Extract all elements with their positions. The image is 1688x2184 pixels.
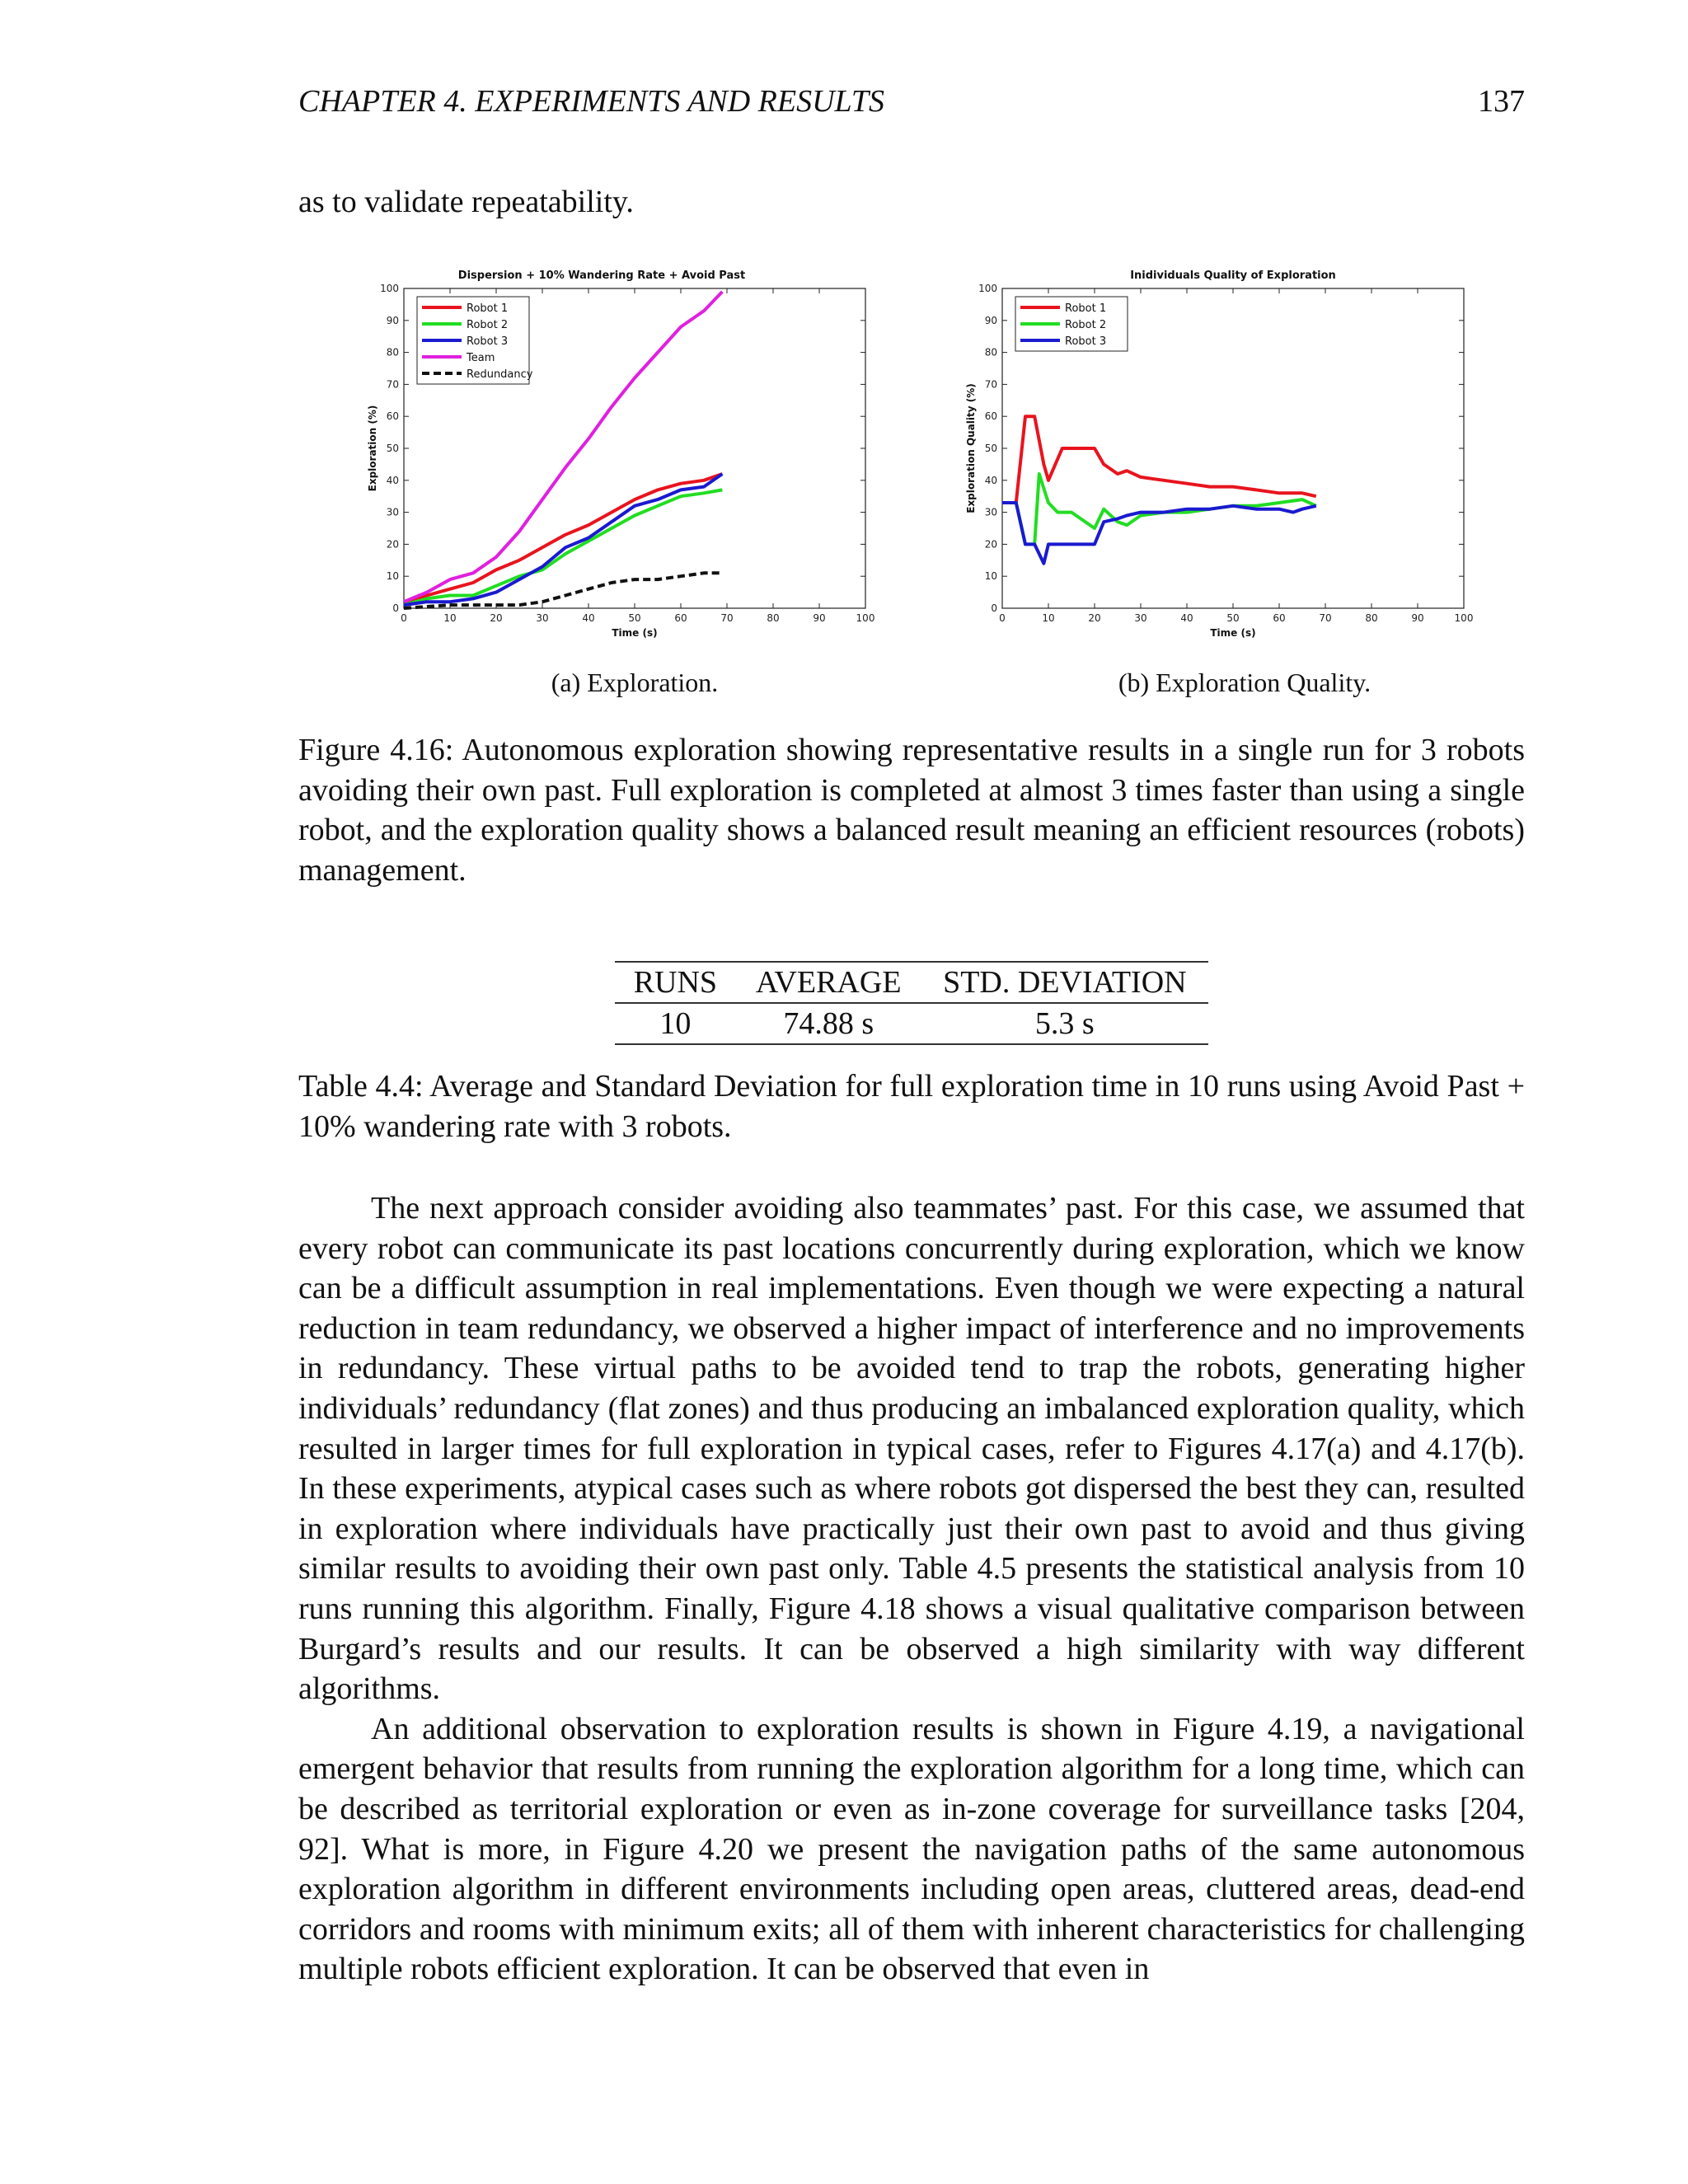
cell-std-deviation: 5.3 s bbox=[1034, 1006, 1095, 1041]
x-tick-label: 20 bbox=[1088, 612, 1101, 624]
series-line-robot-3 bbox=[404, 474, 722, 605]
x-tick-label: 60 bbox=[1273, 612, 1286, 624]
x-tick-label: 10 bbox=[1042, 612, 1055, 624]
intro-text bbox=[298, 182, 1525, 223]
table-row bbox=[615, 1003, 1208, 1044]
figure-a bbox=[356, 262, 917, 643]
chart-exploration bbox=[356, 262, 917, 643]
y-tick-label: 20 bbox=[984, 538, 997, 551]
cell-runs: 10 bbox=[659, 1006, 692, 1041]
legend-label: Redundancy bbox=[467, 368, 533, 381]
x-tick-label: 40 bbox=[1180, 612, 1193, 624]
x-tick-label: 80 bbox=[1365, 612, 1378, 624]
paragraph-1: The next approach consider avoiding also teammates’ past. For this case, we assumed that every robot can communicate its past locations concurrently during exploration, which we know can be a difficult assumption in real implementations. Even though we were expecting a natural reduction in team redundancy, we observed a higher impact of interference and no improvements in redundancy. These virtual paths to be avoided tend to trap the robots, generating higher individuals’ redundancy (flat zones) and thus producing an imbalanced exploration quality, which resulted in larger times for full exploration in typical cases, refer to Figures 4.17(a) and 4.17(b). In these experiments, atypical cases such as where robots got dispersed the best they can, resulted in exploration where individuals have practically just their own past to avoid and thus giving similar results to avoiding their own past only. Table 4.5 presents the statistical analysis from 10 runs running this algorithm. Finally, Figure 4.18 shows a visual qualitative comparison between Burgard’s results and our results. It can be observed a high similarity with way different algorithms. bbox=[298, 1191, 1525, 1707]
subcaption-b: (b) Exploration Quality. bbox=[1118, 668, 1372, 697]
legend-label: Robot 2 bbox=[467, 319, 509, 331]
body-text bbox=[298, 1188, 1525, 1990]
x-tick-label: 50 bbox=[1226, 612, 1240, 624]
stats-table bbox=[615, 961, 1208, 1045]
series-line-robot-3 bbox=[1002, 503, 1316, 564]
table-caption: Table 4.4: Average and Standard Deviation for full exploration time in 10 runs using Avoid Past + 10% wandering rate with 3 robots. bbox=[298, 1069, 1525, 1144]
legend-label: Robot 3 bbox=[1065, 335, 1107, 348]
x-tick-label: 70 bbox=[720, 612, 734, 624]
series-line-robot-1 bbox=[1002, 416, 1316, 503]
y-tick-label: 90 bbox=[386, 314, 399, 326]
x-axis-label: Time (s) bbox=[612, 627, 658, 639]
x-tick-label: 0 bbox=[999, 612, 1006, 624]
y-tick-label: 70 bbox=[984, 378, 997, 391]
y-axis-label: Exploration Quality (%) bbox=[965, 383, 977, 513]
legend-label: Robot 3 bbox=[467, 335, 509, 348]
legend-label: Team bbox=[467, 352, 495, 364]
x-tick-label: 10 bbox=[443, 612, 457, 624]
chart-exploration-quality bbox=[954, 262, 1515, 643]
legend-label: Robot 1 bbox=[1065, 302, 1107, 315]
header-std-deviation: STD. DEVIATION bbox=[943, 965, 1187, 1000]
table-header-row bbox=[615, 962, 1208, 1003]
y-tick-label: 100 bbox=[978, 283, 997, 294]
figure-caption: Figure 4.16: Autonomous exploration showing representative results in a single run for 3 robots avoiding their own past. Full exploration is completed at almost 3 times faster than using a single robot, and the exploration quality shows a balanced result meaning an efficient resources (robots) management. bbox=[298, 733, 1525, 888]
y-tick-label: 0 bbox=[991, 602, 997, 614]
y-tick-label: 70 bbox=[386, 378, 399, 391]
y-tick-label: 60 bbox=[386, 410, 399, 423]
y-tick-label: 30 bbox=[386, 506, 399, 518]
x-tick-label: 100 bbox=[1454, 612, 1474, 624]
x-tick-label: 40 bbox=[582, 612, 595, 624]
figure-b bbox=[954, 262, 1515, 643]
x-tick-label: 0 bbox=[401, 612, 407, 624]
x-tick-label: 50 bbox=[628, 612, 641, 624]
chart-title: Dispersion + 10% Wandering Rate + Avoid Past bbox=[457, 269, 746, 282]
header-average: AVERAGE bbox=[755, 965, 902, 1000]
y-tick-label: 20 bbox=[386, 538, 399, 551]
y-tick-label: 50 bbox=[386, 443, 399, 454]
x-axis-label: Time (s) bbox=[1210, 627, 1256, 639]
y-tick-label: 100 bbox=[380, 283, 399, 294]
subcaption-a: (a) Exploration. bbox=[551, 668, 719, 697]
intro-sentence: as to validate repeatability. bbox=[298, 185, 634, 219]
y-tick-label: 80 bbox=[386, 346, 399, 359]
legend-label: Robot 2 bbox=[1065, 319, 1107, 331]
x-tick-label: 70 bbox=[1319, 612, 1332, 624]
y-tick-label: 50 bbox=[984, 443, 997, 454]
x-tick-label: 80 bbox=[767, 612, 780, 624]
x-tick-label: 90 bbox=[813, 612, 826, 624]
y-tick-label: 90 bbox=[984, 314, 997, 326]
chapter-title: CHAPTER 4. EXPERIMENTS AND RESULTS bbox=[298, 84, 885, 119]
legend-label: Robot 1 bbox=[467, 302, 509, 315]
x-tick-label: 90 bbox=[1411, 612, 1424, 624]
paragraph-2: An additional observation to exploration results is shown in Figure 4.19, a navigational emergent behavior that results from running the exploration algorithm for a long time, which can be described as territorial exploration or even as in-zone coverage for surveillance tasks [204, 92]. What is more, in Figure 4.20 we present the navigation paths of the same autonomous exploration algorithm in different environments including open areas, cluttered areas, dead-end corridors and rooms with minimum exits; all of them with inherent characteristics for challenging multiple robots efficient exploration. It can be observed that even in bbox=[298, 1711, 1525, 1987]
y-tick-label: 10 bbox=[386, 570, 399, 583]
x-tick-label: 20 bbox=[490, 612, 503, 624]
y-tick-label: 40 bbox=[984, 474, 997, 486]
y-tick-label: 0 bbox=[392, 602, 399, 614]
page-header bbox=[298, 81, 1525, 122]
chart-title: Inidividuals Quality of Exploration bbox=[1130, 269, 1336, 282]
y-tick-label: 30 bbox=[984, 506, 997, 518]
x-tick-label: 30 bbox=[1134, 612, 1147, 624]
page-number: 137 bbox=[1478, 84, 1525, 119]
cell-average: 74.88 s bbox=[783, 1006, 874, 1041]
header-runs: RUNS bbox=[633, 965, 718, 1000]
y-tick-label: 80 bbox=[984, 346, 997, 359]
x-tick-label: 60 bbox=[674, 612, 687, 624]
x-tick-label: 30 bbox=[536, 612, 549, 624]
x-tick-label: 100 bbox=[856, 612, 875, 624]
y-tick-label: 10 bbox=[984, 570, 997, 583]
y-axis-label: Exploration (%) bbox=[367, 405, 378, 492]
y-tick-label: 60 bbox=[984, 410, 997, 423]
y-tick-label: 40 bbox=[386, 474, 399, 486]
